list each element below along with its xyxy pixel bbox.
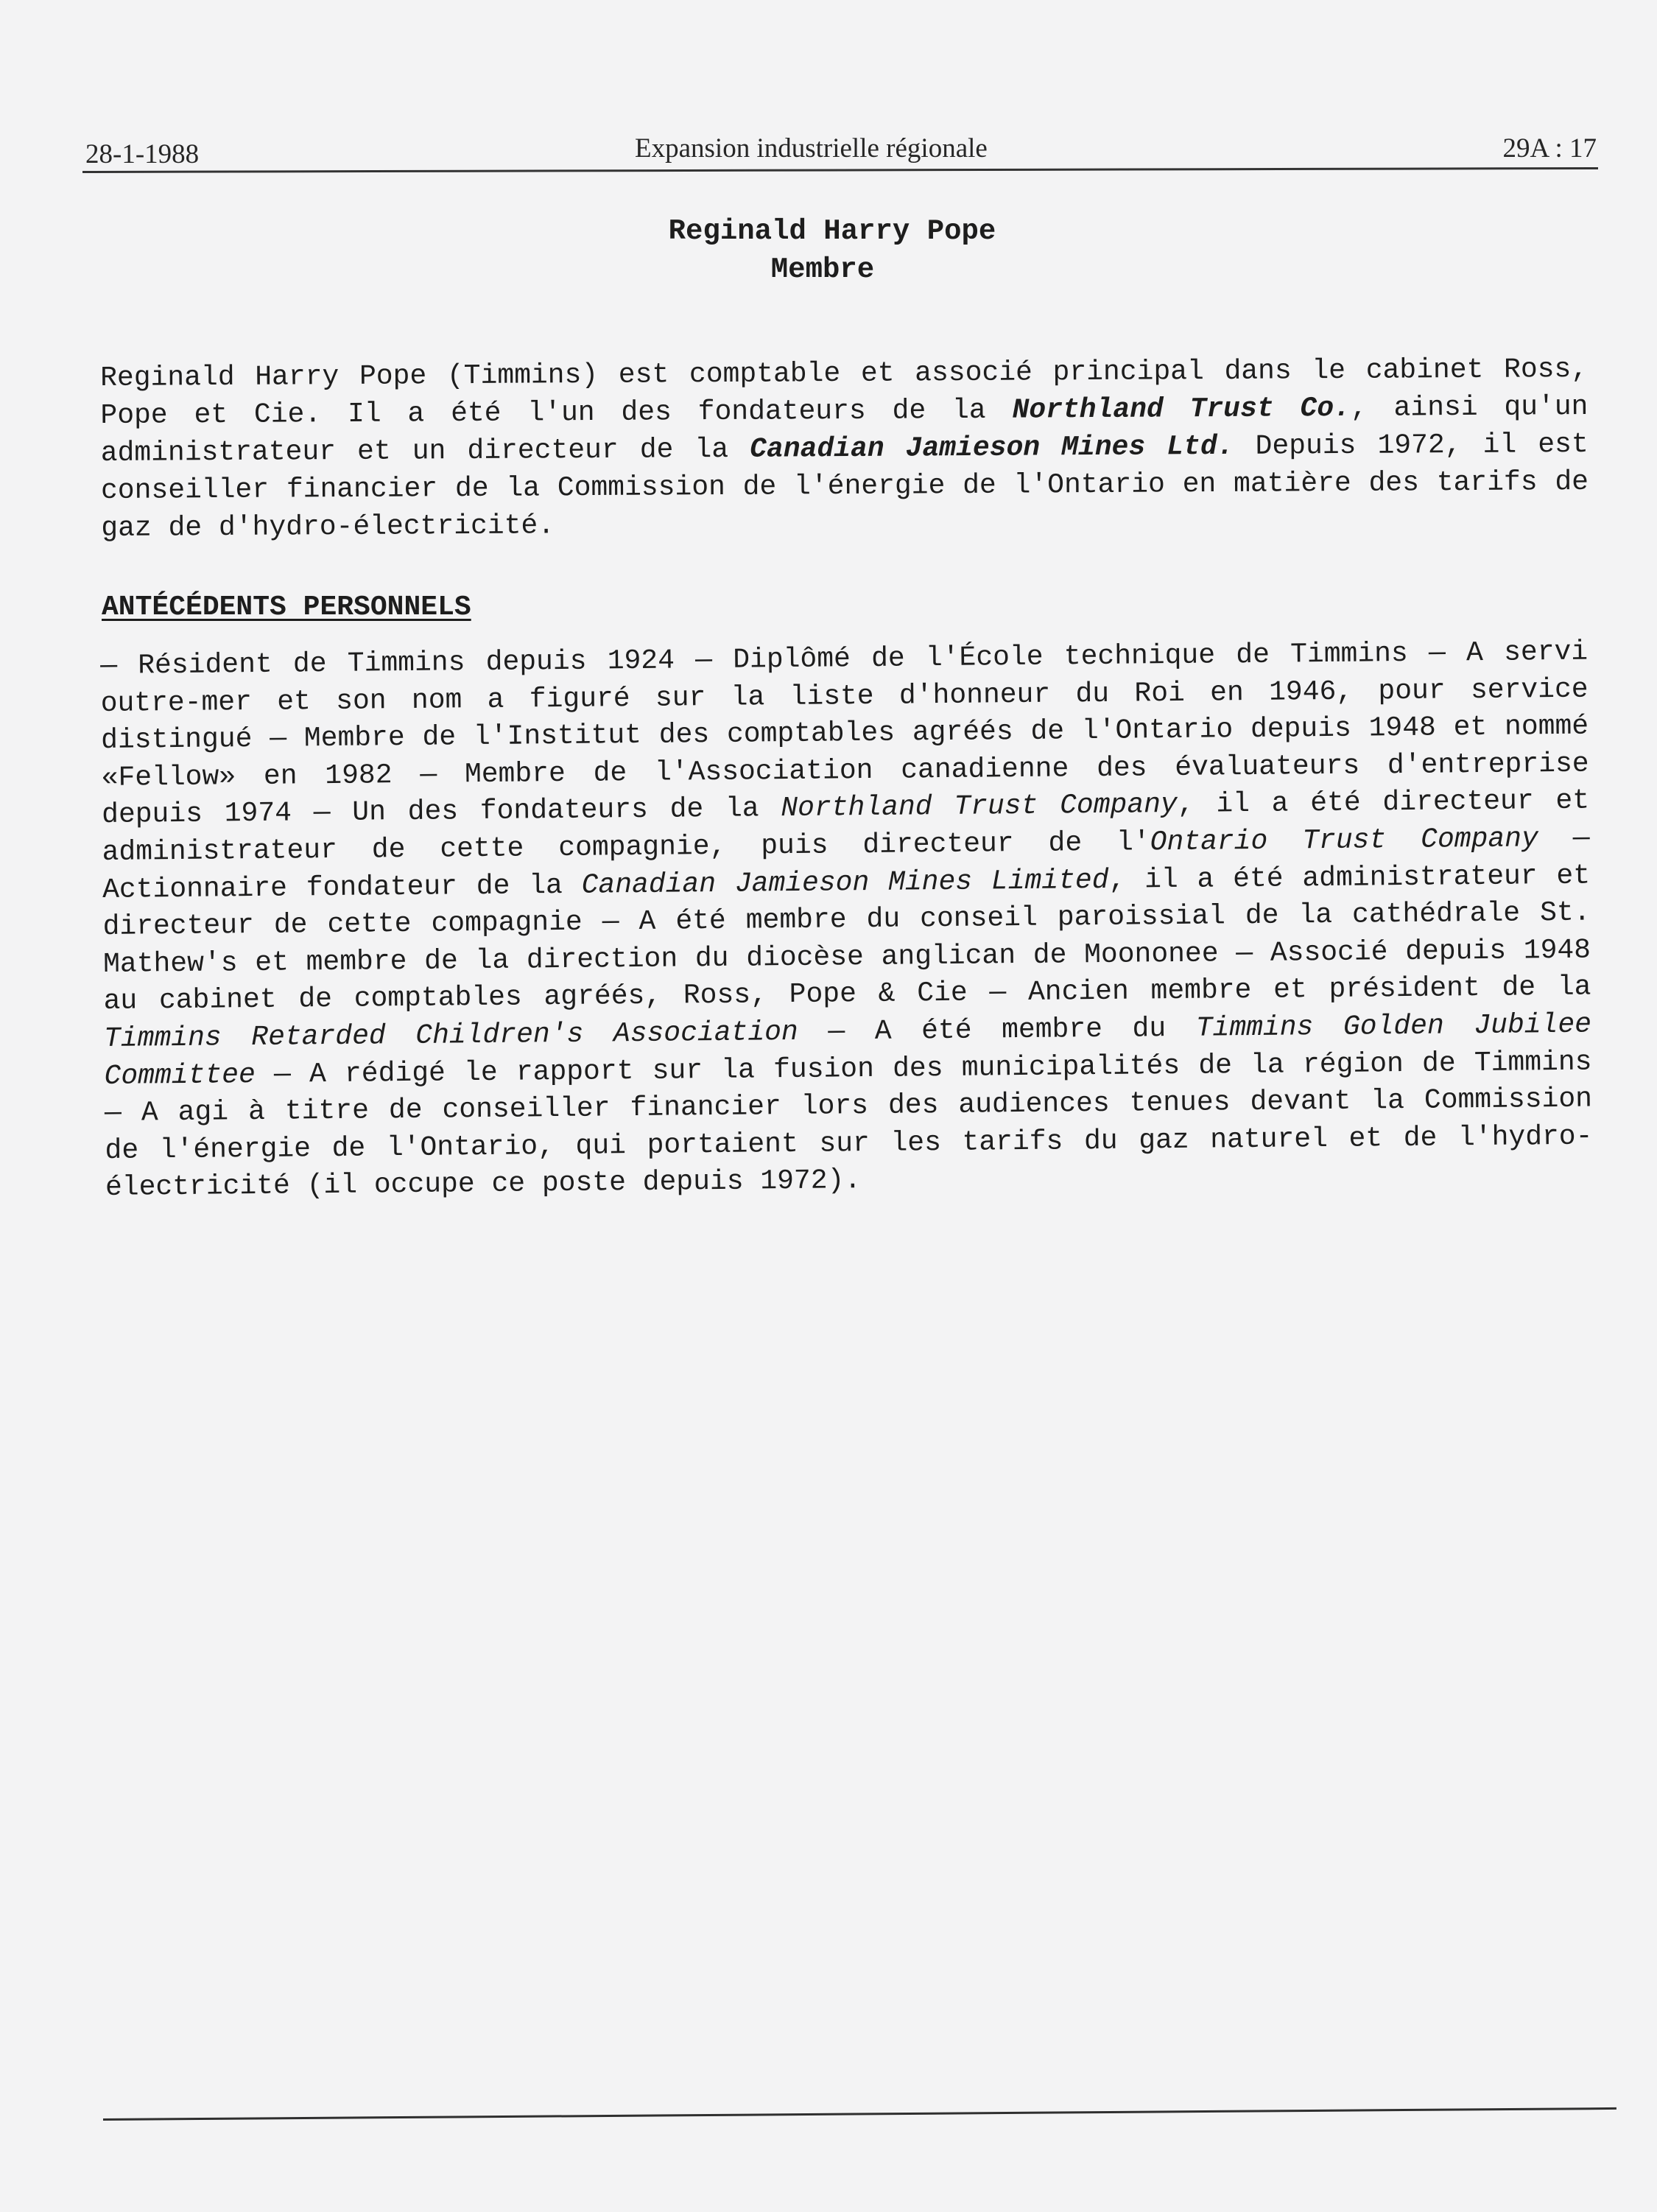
intro-text xyxy=(100,351,1589,547)
timmins-golden-jubilee-committee: Timmins Golden Jubilee Committee xyxy=(104,1008,1592,1092)
details-text-4: , il a été administrateur et directeur de cette compagnie — A été membre du conseil paroissial de la cathédrale St. Mathew's et membre de la direction du diocèse anglican de Moononee — Associé depuis 1948 au cabinet de comptables agréés, Ross, Pope & Cie — Ancien membre et président de la xyxy=(102,860,1591,1018)
header-title: Expansion industrielle régionale xyxy=(635,133,988,164)
running-header xyxy=(85,133,1597,169)
header-date: 28-1-1988 xyxy=(85,139,200,169)
header-page-ref: 29A : 17 xyxy=(1502,133,1597,164)
footer-rule xyxy=(103,2107,1616,2121)
intro-text-2: , ainsi qu'un administrateur et un directeur de la xyxy=(100,391,1589,469)
details-text-6: — A rédigé le rapport sur la fusion des municipalités de la région de Timmins — A agi à titre de conseiller financier lors des audiences tenues devant la Commission de l'énergie de l'Ontario, qui portaient sur les tarifs du gaz naturel et de l'hydro-électricité (il occupe ce poste depuis 1972). xyxy=(104,1046,1593,1204)
ontario-trust-company: Ontario Trust Company xyxy=(1150,823,1539,859)
northland-trust-company: Northland Trust Company xyxy=(781,789,1178,825)
intro-text-1: Reginald Harry Pope (Timmins) est comptable et associé principal dans le cabinet Ross, Pope et Cie. Il a été l'un des fondateurs de la xyxy=(100,354,1589,432)
intro-paragraph xyxy=(100,351,1589,547)
timmins-retarded-childrens-association: Timmins Retarded Children's Association xyxy=(103,1016,798,1055)
details-text-3: — Actionnaire fondateur de la xyxy=(102,822,1590,906)
intro-text-3: Depuis 1972, il est conseiller financier de la Commission de l'énergie de l'Ontario en matière des tarifs de gaz de d'hydro-électricité. xyxy=(100,429,1589,544)
details-text-1: — Résident de Timmins depuis 1924 — Diplômé de l'École technique de Timmins — A servi outre-mer et son nom a figuré sur la liste d'honneur du Roi en 1946, pour service distingué — Membre de l'Institut des comptables agréés de l'Ontario depuis 1948 et nommé «Fellow» en 1982 — Membre de l'Association canadienne des évaluateurs d'entreprise depuis 1974 — Un des fondateurs de la xyxy=(100,636,1589,832)
person-name: Reginald Harry Pope xyxy=(668,215,996,247)
details-text-2: , il a été directeur et administrateur de cette compagnie, puis directeur de l' xyxy=(102,784,1590,868)
details-text xyxy=(100,634,1593,1207)
person-role: Membre xyxy=(770,253,875,286)
canadian-jamieson-mines-ltd: Canadian Jamieson Mines Ltd. xyxy=(750,430,1234,466)
canadian-jamieson-mines-limited: Canadian Jamieson Mines Limited xyxy=(581,864,1109,902)
title-block xyxy=(0,212,1657,289)
details-text-5: — A été membre du xyxy=(798,1012,1196,1048)
details-paragraph xyxy=(100,634,1593,1207)
section-heading: ANTÉCÉDENTS PERSONNELS xyxy=(102,591,471,623)
northland-trust-co: Northland Trust Co. xyxy=(1012,392,1351,426)
